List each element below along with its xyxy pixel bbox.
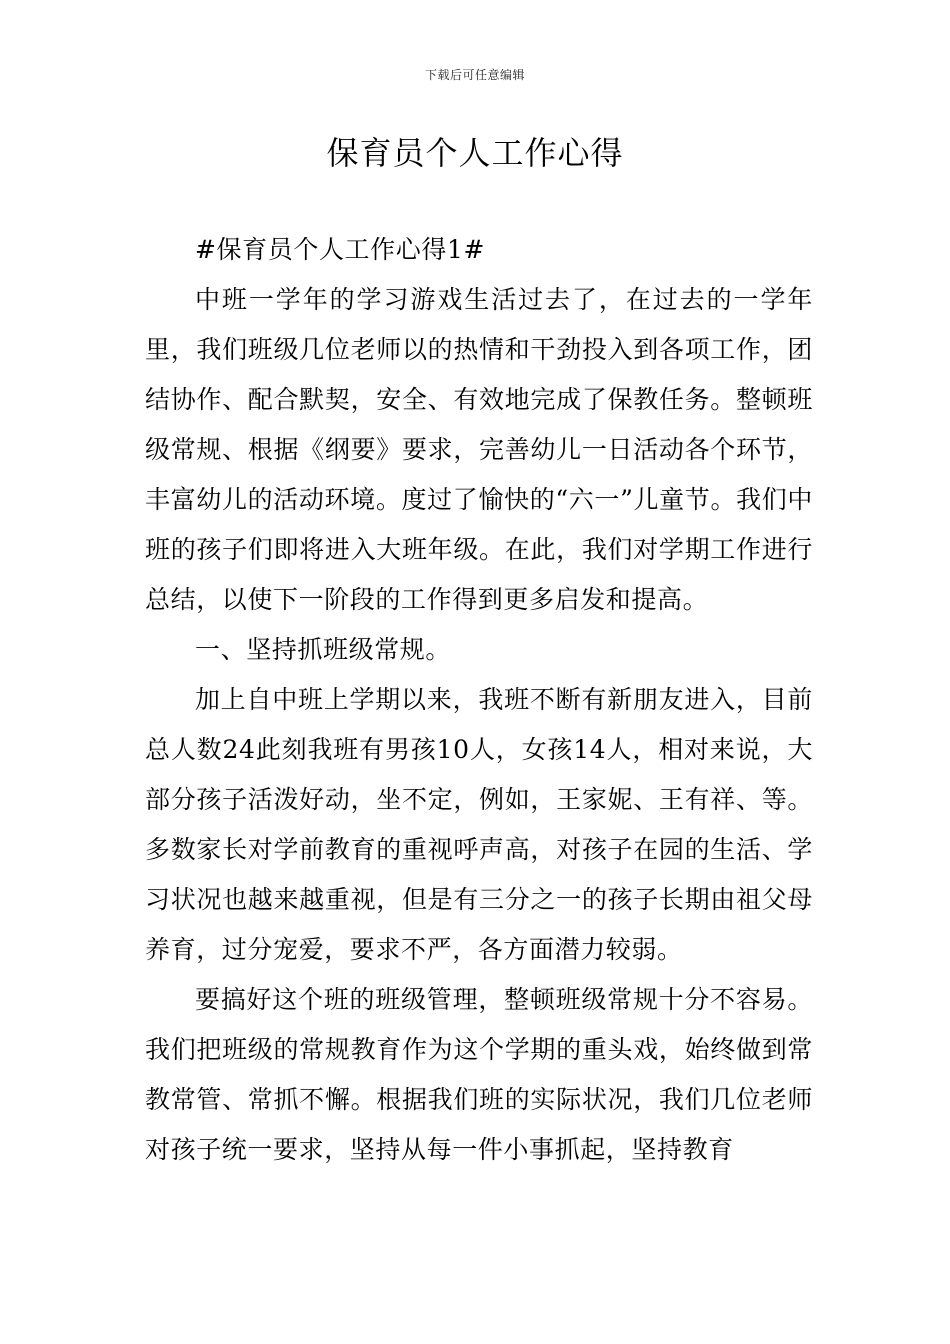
paragraph: 加上自中班上学期以来，我班不断有新朋友进入，目前总人数24此刻我班有男孩10人，女孩14人，相对来说，大部分孩子活泼好动，坐不定，例如，王家妮、王有祥、等。多数家长对学前教育的重视呼声高，对孩子在园的生活、学习状况也越来越重视，但是有三分之一的孩子长期由祖父母养育，过分宠爱，要求不严，各方面潜力较弱。 [145,685,813,964]
paragraph: 中班一学年的学习游戏生活过去了，在过去的一学年里，我们班级几位老师以的热情和干劲投入到各项工作，团结协作、配合默契，安全、有效地完成了保教任务。整顿班级常规、根据《纲要》要求，完善幼儿一日活动各个环节，丰富幼儿的活动环境。度过了愉快的“六一”儿童节。我们中班的孩子们即将进入大班年级。在此，我们对学期工作进行总结，以使下一阶段的工作得到更多启发和提高。 [145,285,813,614]
document-body [145,225,813,1175]
subsection-heading: 一、坚持抓班级常规。 [195,635,452,664]
document-title: 保育员个人工作心得 [326,134,624,172]
section-heading: #保育员个人工作心得1# [195,235,486,264]
paragraph: 要搞好这个班的班级管理，整顿班级常规十分不容易。我们把班级的常规教育作为这个学期的重头戏，始终做到常教常管、常抓不懈。根据我们班的实际状况，我们几位老师对孩子统一要求，坚持从每一件小事抓起，坚持教育 [145,985,813,1164]
header-note: 下载后可任意编辑 [424,68,525,82]
